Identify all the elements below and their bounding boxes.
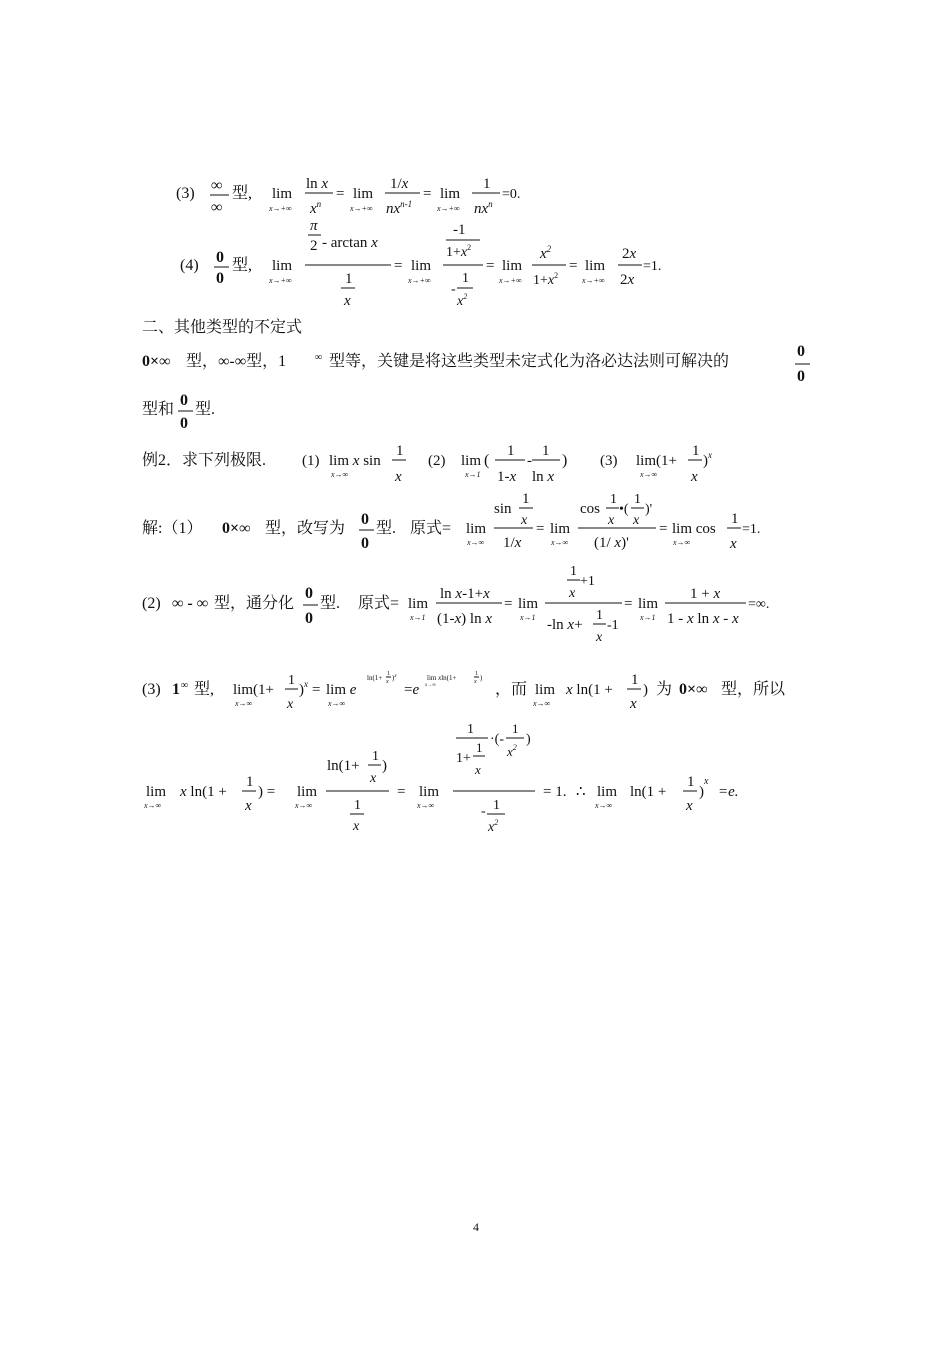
frac-num: ln x [306, 176, 329, 192]
lim: lim [272, 186, 293, 202]
svg-text:): ) [562, 452, 568, 469]
svg-text:x: x [630, 696, 637, 712]
svg-text:x→∞: x→∞ [295, 801, 313, 810]
svg-text:lim: lim [638, 596, 659, 612]
svg-text:，而: ，而 [495, 681, 528, 698]
svg-text:lim: lim [466, 521, 487, 537]
frac-den: $x^n$ [310, 199, 322, 217]
svg-text:ln(1 +: ln(1 + [630, 784, 667, 800]
svg-text:(2): (2) [142, 595, 161, 612]
svg-text:x: x [474, 679, 477, 685]
svg-text:1: 1 [476, 740, 483, 755]
svg-text:x2: $x^2$ [540, 244, 552, 262]
svg-text:-: - [481, 804, 486, 819]
svg-text:1: 1 [475, 671, 478, 677]
infty-den: ∞ [211, 199, 223, 216]
svg-text:x: x [344, 293, 351, 309]
svg-text:·(-: ·(- [490, 732, 504, 747]
svg-text:(3): (3) [142, 681, 161, 698]
svg-text:= 1.: = 1. [543, 784, 567, 800]
svg-text:1: 1 [687, 774, 695, 790]
svg-text:1: 1 [396, 443, 404, 459]
svg-text:ln(1+: ln(1+ [327, 758, 360, 774]
svg-text:)x: )$^x$ [703, 450, 712, 469]
svg-text:): ) [643, 682, 648, 698]
svg-text:=: = [659, 521, 668, 537]
svg-text:lim: lim [461, 453, 482, 469]
svg-text:+1: +1 [580, 574, 595, 589]
svg-text:sin: sin [494, 501, 512, 517]
item4-result: =1. [643, 259, 662, 274]
svg-text:-: - [527, 453, 532, 469]
svg-text:x: x [569, 586, 576, 601]
svg-text:1: 1 [354, 798, 361, 813]
svg-text:x→∞: x→∞ [640, 470, 658, 479]
svg-text:型.: 型. [376, 520, 397, 537]
svg-text:0: 0 [361, 511, 369, 528]
svg-text:lim: lim [272, 258, 293, 274]
svg-text:x: x [608, 513, 615, 528]
svg-text:1+x2: $1+x^2$ [533, 271, 559, 288]
svg-text:1: 1 [507, 443, 515, 459]
svg-text:lim: lim [353, 186, 374, 202]
svg-text:x→1: x→1 [520, 613, 536, 622]
svg-text:1: 1 [467, 722, 474, 737]
svg-text:x→∞: x→∞ [417, 801, 435, 810]
svg-text:x: x [686, 798, 693, 814]
svg-text:=: = [504, 596, 513, 612]
svg-text:x: x [596, 630, 603, 645]
svg-text:lim: lim [440, 186, 461, 202]
svg-text:x→∞: x→∞ [235, 699, 253, 708]
sol-prefix: 解:（1） [142, 520, 203, 537]
svg-text:0: 0 [797, 368, 805, 385]
svg-text:1: 1 [462, 271, 469, 286]
svg-text:0×∞: 0×∞ [142, 353, 171, 370]
svg-text:0: 0 [180, 415, 188, 432]
svg-text:x: x [633, 513, 640, 528]
svg-text:0: 0 [216, 249, 224, 266]
item3-result: =0. [502, 187, 521, 202]
svg-text:1: 1 [522, 491, 530, 507]
svg-text:lim: lim [550, 521, 571, 537]
svg-text:0: 0 [361, 535, 369, 552]
svg-text:1: 1 [731, 511, 739, 527]
svg-text:(1-x) ln x: (1-x) ln x [437, 611, 493, 627]
svg-text:1: 1 [570, 564, 577, 579]
sol1-result: =1. [742, 522, 761, 537]
svg-text:1-x: 1-x [497, 469, 517, 485]
svg-text:1: 1 [372, 749, 379, 764]
svg-text:x→+∞: x→+∞ [350, 204, 373, 213]
svg-text:lim: lim [419, 784, 440, 800]
svg-text:x: x [386, 679, 389, 685]
svg-text:x: x [521, 513, 528, 528]
svg-text:2x: 2x [620, 272, 635, 288]
svg-text:lim cos: lim cos [672, 521, 716, 537]
svg-text:-1: -1 [607, 618, 619, 633]
svg-text:(1/ x)': (1/ x)' [594, 535, 629, 551]
svg-text:x2: $x^2$ [488, 818, 499, 835]
svg-text:ln x-1+x: ln x-1+x [440, 586, 490, 602]
svg-text:x→∞: x→∞ [595, 801, 613, 810]
example2-label: 例2．求下列极限. [142, 452, 267, 469]
svg-text:-: - [451, 282, 456, 297]
svg-text:∞: ∞ [181, 680, 189, 691]
svg-text:x: x [287, 697, 294, 712]
svg-text:1 + x: 1 + x [690, 586, 721, 602]
svg-text:x→1: x→1 [465, 470, 481, 479]
svg-text:x→∞: x→∞ [331, 470, 349, 479]
svg-text:=: = [394, 258, 403, 274]
svg-text:1: 1 [596, 608, 603, 623]
page-number: 4 [473, 1220, 479, 1234]
svg-text:x→∞: x→∞ [533, 699, 551, 708]
svg-text:1: 1 [610, 492, 617, 507]
svg-text:1: 1 [288, 673, 295, 688]
svg-text:1+: 1+ [456, 751, 471, 766]
svg-text:x: x [691, 469, 698, 485]
svg-text:原式=: 原式= [358, 595, 400, 612]
svg-text:lim: lim [297, 784, 318, 800]
svg-text:1: 1 [631, 672, 639, 688]
svg-text:∞: ∞ [315, 352, 323, 363]
svg-text:-1: -1 [453, 222, 466, 238]
final-result: =e. [718, 784, 739, 800]
svg-text:1: 1 [246, 774, 254, 790]
svg-text:x: x [730, 536, 737, 552]
svg-text:x→+∞: x→+∞ [499, 276, 522, 285]
svg-text:nxn: $nx^n$ [474, 199, 493, 217]
infty-num: ∞ [211, 177, 223, 194]
svg-text:x: x [353, 819, 360, 834]
svg-text:lim: lim [408, 596, 429, 612]
svg-text:nxn-1: $nx^n-1$ [386, 199, 413, 217]
section2-heading: 二、其他类型的不定式 [142, 319, 303, 336]
svg-text:x→∞: x→∞ [551, 538, 569, 547]
svg-text:x→+∞: x→+∞ [437, 204, 460, 213]
sol2-result: =∞. [748, 597, 770, 612]
svg-text:1/x: 1/x [390, 176, 409, 192]
svg-text:x: x [245, 798, 252, 814]
svg-text:-ln x+: -ln x+ [547, 617, 583, 633]
svg-text:∴: ∴ [576, 784, 586, 800]
svg-text:1+x2: $1+x^2$ [446, 243, 472, 260]
svg-text:x→+∞: x→+∞ [582, 276, 605, 285]
svg-text:lim e: lim e [326, 682, 357, 698]
svg-text:2: 2 [310, 238, 318, 254]
svg-text:(: ( [484, 452, 490, 469]
svg-text:•(: •( [619, 502, 629, 517]
svg-text:=: = [624, 596, 633, 612]
svg-text:cos: cos [580, 501, 600, 517]
svg-text:)x: )$^x$ [392, 674, 397, 682]
svg-text:=: = [312, 682, 321, 698]
svg-text:=: = [336, 186, 345, 202]
svg-text:型，所以: 型，所以 [721, 681, 786, 698]
svg-text:x: x [475, 762, 481, 777]
svg-text:)': )' [645, 502, 653, 517]
svg-text:0×∞: 0×∞ [222, 520, 251, 537]
svg-text:x ln(1 +: x ln(1 + [180, 784, 227, 800]
svg-text:∞ - ∞: ∞ - ∞ [172, 595, 209, 612]
svg-text:): ) [526, 732, 531, 747]
svg-text:lim: lim [411, 258, 432, 274]
section2-tail-end: 型. [195, 401, 216, 418]
svg-text:1/x: 1/x [503, 535, 522, 551]
svg-text:π: π [310, 218, 318, 234]
svg-text:lim xln(1+: lim xln(1+ [427, 674, 457, 682]
svg-text:0×∞: 0×∞ [679, 681, 708, 698]
svg-text:0: 0 [305, 585, 313, 602]
svg-text:x→1: x→1 [410, 613, 426, 622]
svg-text:0: 0 [305, 610, 313, 627]
svg-text:原式=: 原式= [410, 520, 452, 537]
svg-text:): ) [480, 674, 483, 682]
svg-text:1: 1 [634, 492, 641, 507]
svg-text:)x: )$^x$ [299, 679, 308, 698]
svg-text:1: 1 [483, 176, 491, 192]
svg-text:): ) [382, 758, 387, 774]
svg-text:=: = [397, 784, 406, 800]
svg-text:lim: lim [146, 784, 167, 800]
section2-tail: 型和 [142, 401, 175, 418]
svg-text:型，通分化: 型，通分化 [214, 595, 295, 612]
svg-text:x2: $x^2$ [507, 743, 517, 759]
svg-text:)x: )$^x$ [699, 776, 709, 800]
svg-text:x2: $x^2$ [457, 292, 468, 309]
svg-text:=: = [569, 258, 578, 274]
svg-text:0: 0 [216, 270, 224, 287]
item4-type: 型, [232, 257, 253, 274]
item3-type: 型, [232, 185, 253, 202]
svg-text:x: x [370, 771, 377, 786]
svg-text:x→+∞: x→+∞ [408, 276, 431, 285]
svg-text:lim(1+: lim(1+ [636, 453, 677, 469]
svg-text:x→+∞: x→+∞ [269, 276, 292, 285]
svg-text:x: x [395, 469, 402, 485]
svg-text:lim: lim [585, 258, 606, 274]
svg-text:- arctan x: - arctan x [322, 235, 378, 251]
svg-text:0: 0 [180, 392, 188, 409]
svg-text:1 - x ln x - x: 1 - x ln x - x [667, 611, 739, 627]
svg-text:(2): (2) [428, 453, 446, 469]
svg-text:(3): (3) [600, 453, 618, 469]
section2-text-b: 型等，关键是将这些类型未定式化为洛必达法则可解决的 [329, 353, 730, 370]
svg-text:=: = [486, 258, 495, 274]
svg-text:为: 为 [656, 681, 673, 698]
svg-text:=: = [423, 186, 432, 202]
svg-text:) =: ) = [258, 784, 276, 800]
svg-text:型.: 型. [320, 595, 341, 612]
svg-text:lim: lim [597, 784, 618, 800]
svg-text:lim: lim [518, 596, 539, 612]
svg-text:lim x sin: lim x sin [329, 453, 381, 469]
svg-text:=e: =e [404, 682, 420, 698]
svg-text:lim: lim [502, 258, 523, 274]
svg-text:(1): (1) [302, 453, 320, 469]
svg-text:x→∞: x→∞ [328, 699, 346, 708]
svg-text:1: 1 [345, 271, 353, 287]
section2-text: 型，∞-∞型，1 [186, 353, 287, 370]
svg-text:lim: lim [535, 682, 556, 698]
svg-text:型，改写为: 型，改写为 [265, 520, 346, 537]
svg-text:1: 1 [692, 443, 700, 459]
svg-text:0: 0 [797, 343, 805, 360]
svg-text:x ln(1 +: x ln(1 + [566, 682, 613, 698]
svg-text:ln(1+: ln(1+ [367, 674, 383, 682]
svg-text:型,: 型, [194, 681, 215, 698]
svg-text:1: 1 [387, 671, 390, 677]
svg-text:x→∞: x→∞ [673, 538, 691, 547]
lim-sub: x→+∞ [269, 204, 292, 213]
svg-text:1: 1 [172, 681, 180, 698]
item4-label: (4) [180, 257, 199, 274]
svg-text:x→∞: x→∞ [425, 683, 436, 688]
svg-text:1: 1 [493, 798, 500, 813]
svg-text:lim(1+: lim(1+ [233, 682, 274, 698]
svg-text:ln x: ln x [532, 469, 555, 485]
svg-text:x→∞: x→∞ [144, 801, 162, 810]
svg-text:1: 1 [512, 721, 519, 736]
svg-text:1: 1 [542, 443, 550, 459]
svg-text:x→∞: x→∞ [467, 538, 485, 547]
svg-text:=: = [536, 521, 545, 537]
svg-text:2x: 2x [622, 246, 637, 262]
svg-text:x→1: x→1 [640, 613, 656, 622]
item3-label: (3) [176, 185, 195, 202]
